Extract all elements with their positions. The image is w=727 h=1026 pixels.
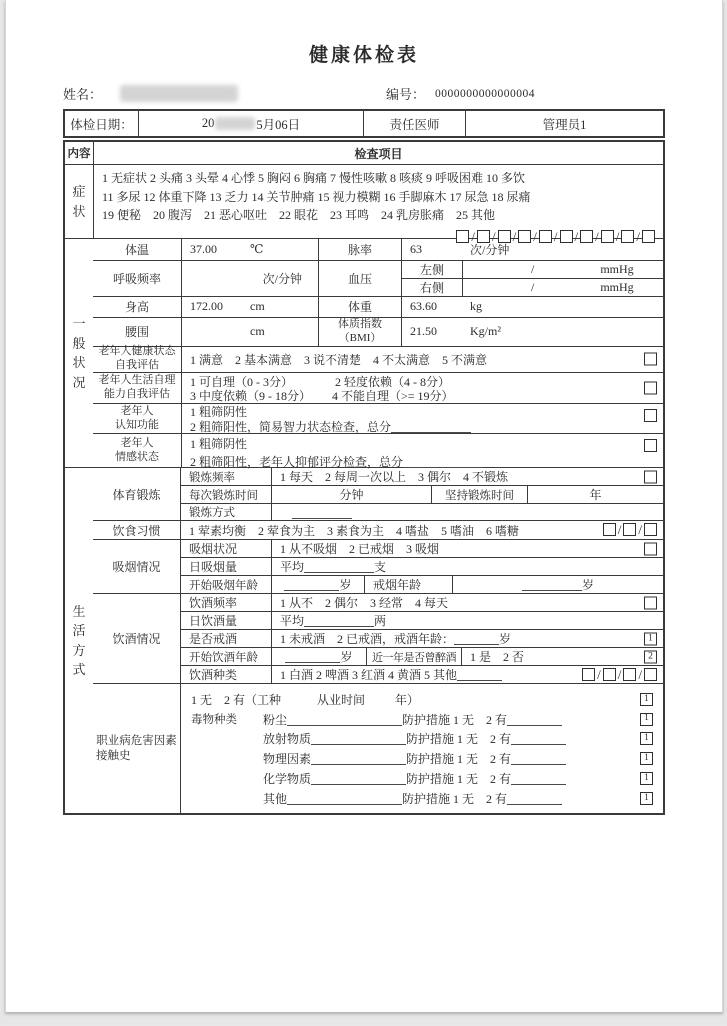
drinking-amount-prefix: 平均 <box>280 614 305 629</box>
checkbox <box>644 668 657 681</box>
toxin-chemical-blank <box>311 772 406 785</box>
slash-separator: / <box>471 228 475 244</box>
pulse-unit: 次/分钟 <box>470 242 510 257</box>
drinking-frequency-checkbox <box>644 596 657 609</box>
exercise-time-row <box>181 485 663 503</box>
symptoms-line-1: 1 无症状 2 头痛 3 头晕 4 心悸 5 胸闷 6 胸痛 7 慢性咳嗽 8 咳痰 9 呼吸困难 10 多饮 <box>102 171 526 185</box>
diet-options: 1 荤素均衡 2 荤食为主 3 素食为主 4 嗜盐 5 嗜油 6 嗜糖 <box>189 523 520 538</box>
toxin-name-other: 其他 <box>263 791 288 806</box>
occupational-category-line1: 职业病危害因素 <box>96 734 177 747</box>
page-title: 健康体检表 <box>308 45 419 66</box>
occupational-toxin-line-physical <box>191 749 657 769</box>
elder-cognition-label-line1: 老年人 <box>120 405 154 418</box>
checkbox <box>623 523 636 536</box>
exam-date-value <box>138 111 363 136</box>
drinking-group <box>93 593 663 683</box>
drinking-quit-options: 1 未戒酒 2 已戒酒，戒酒年龄： <box>280 632 455 647</box>
elder-health-self-options-cell <box>181 347 663 372</box>
elder-emotion-options-cell <box>181 434 663 467</box>
toxin-radiation-value-box: 1 <box>640 732 653 745</box>
drunk-last-year-value-box: 2 <box>644 650 657 663</box>
respiration-unit: 次/分钟 <box>181 261 318 296</box>
symptoms-section <box>65 164 663 244</box>
exam-date-label: 体检日期： <box>70 117 133 132</box>
protection-text-chemical: 防护措施 1 无 2 有 <box>406 772 512 787</box>
bp-left-row <box>402 261 663 278</box>
protection-text-radiation: 防护措施 1 无 2 有 <box>406 732 512 747</box>
general-status-section <box>65 238 663 467</box>
exercise-category-label: 体育锻炼 <box>112 487 161 502</box>
elder-health-self-label-line2: 自我评估 <box>115 359 159 372</box>
drinking-types-cell <box>271 666 663 683</box>
bp-right-value <box>462 279 663 296</box>
elder-adl-label-line1: 老年人生活自理 <box>98 374 176 387</box>
temperature-unit: ℃ <box>250 241 264 256</box>
slash-separator: / <box>638 522 642 538</box>
elder-adl-options-cell <box>181 373 663 404</box>
general-status-body <box>93 239 663 467</box>
height-value: 172.00 <box>190 299 223 314</box>
slash-separator: / <box>553 228 558 244</box>
bmi-cell <box>401 318 663 346</box>
smoking-amount-label: 日吸烟量 <box>189 560 238 575</box>
elder-emotion-row <box>93 433 663 467</box>
elder-emotion-checkbox <box>644 439 657 452</box>
drinking-types-options: 1 白酒 2 啤酒 3 红酒 4 黄酒 5 其他 <box>280 668 458 683</box>
elder-adl-options-line2: 3 中度依赖（9 - 18分） 4 不能自理（>= 19分） <box>190 388 454 403</box>
protection-chemical-blank <box>511 772 566 785</box>
name-label: 姓名： <box>63 87 103 102</box>
occupational-header-text: 1 无 2 有（工种 从业时间 年） <box>191 692 420 707</box>
smoking-status-options: 1 从不吸烟 2 已戒烟 3 吸烟 <box>280 542 440 557</box>
slash-separator: / <box>638 666 642 682</box>
protection-radiation-blank <box>511 732 566 745</box>
form-page <box>5 0 723 1012</box>
symptoms-body <box>93 165 663 244</box>
smoking-quit-age-label: 戒烟年龄 <box>364 576 452 593</box>
smoking-start-age-suffix: 岁 <box>339 578 352 593</box>
checkbox <box>603 523 616 536</box>
drinking-quit-age-blank <box>454 632 499 645</box>
exercise-persist-label: 坚持锻炼时间 <box>431 486 527 503</box>
protection-physical-blank <box>511 752 566 765</box>
name-number-row <box>63 84 665 103</box>
smoking-category-label: 吸烟情况 <box>112 560 161 575</box>
exercise-frequency-checkbox <box>644 470 657 483</box>
bmi-label <box>318 318 401 346</box>
toxin-chemical-value-box: 1 <box>640 772 653 785</box>
checkbox <box>644 523 657 536</box>
exercise-rows <box>180 468 663 520</box>
smoking-quit-age-blank <box>522 578 582 591</box>
waist-cell <box>181 318 318 346</box>
elder-emotion-label <box>93 434 181 467</box>
toxin-type-label: 毒物种类 <box>191 714 237 727</box>
exam-form-table <box>63 140 665 815</box>
protection-text-dust: 防护措施 1 无 2 有 <box>402 712 508 727</box>
table-header-row <box>65 142 663 164</box>
pulse-cell <box>401 239 663 260</box>
drinking-frequency-row <box>181 594 663 611</box>
elder-adl-checkbox <box>644 381 657 394</box>
exam-date-prefix: 20 <box>201 116 215 130</box>
bmi-unit: Kg/m² <box>470 324 501 339</box>
cognition-score-blank <box>391 420 471 433</box>
protection-dust-blank <box>507 713 562 726</box>
smoking-rows <box>180 540 663 593</box>
smoking-status-row <box>181 540 663 557</box>
pulse-value: 63 <box>410 241 422 256</box>
height-unit: cm <box>250 299 265 314</box>
occupational-toxin-line-chemical <box>191 769 657 789</box>
smoking-start-age-label: 开始吸烟年龄 <box>189 579 258 592</box>
drinking-frequency-options: 1 从不 2 偶尔 3 经常 4 每天 <box>280 596 449 611</box>
exercise-frequency-label: 锻炼频率 <box>189 471 235 484</box>
elder-cognition-options-cell <box>181 404 663 433</box>
drinking-amount-blank <box>304 614 374 627</box>
checkbox <box>603 668 616 681</box>
smoking-age-row <box>181 575 663 593</box>
respiration-label: 呼吸频率 <box>112 271 161 286</box>
height-weight-row <box>93 296 663 318</box>
smoking-group <box>93 539 663 593</box>
bp-left-slash: / <box>531 261 535 276</box>
elder-health-self-label-line1: 老年人健康状态 <box>98 345 176 358</box>
drinking-types-checkbox-group <box>582 667 657 683</box>
drinking-frequency-label: 饮酒频率 <box>189 596 238 611</box>
slash-separator: / <box>615 228 620 244</box>
symptoms-rail-label: 症状 <box>72 184 86 219</box>
exam-date-suffix: 5月06日 <box>256 117 301 132</box>
bp-right-label: 右侧 <box>419 280 444 295</box>
exercise-time-unit: 分钟 <box>271 486 431 503</box>
elder-cognition-line1: 1 粗筛阴性 <box>190 405 248 420</box>
drinking-start-age-cell <box>271 648 366 665</box>
exercise-mode-blank <box>292 506 352 519</box>
lifestyle-section <box>65 467 663 813</box>
occupational-content <box>180 684 663 813</box>
elder-cognition-label <box>93 404 181 433</box>
doctor-label: 责任医师 <box>363 111 465 136</box>
drinking-start-age-row <box>181 647 663 665</box>
smoking-start-age-cell <box>271 576 364 593</box>
drinking-types-label: 饮酒种类 <box>189 668 238 683</box>
drinking-types-other-blank <box>457 668 502 681</box>
weight-value: 63.60 <box>410 299 437 314</box>
bmi-label-line1: 体质指数 <box>338 318 382 331</box>
smoking-quit-age-suffix: 岁 <box>581 578 594 593</box>
protection-text-physical: 防护措施 1 无 2 有 <box>406 752 512 767</box>
slash-separator: / <box>492 228 496 244</box>
doctor-value: 管理员1 <box>465 111 663 136</box>
drunk-last-year-options: 1 是 2 否 <box>470 650 525 665</box>
height-cell <box>181 297 318 318</box>
bp-left-label: 左侧 <box>419 262 444 277</box>
drinking-quit-age-suffix: 岁 <box>499 632 512 647</box>
protection-text-other: 防护措施 1 无 2 有 <box>402 791 508 806</box>
smoking-amount-suffix: 支 <box>374 560 387 575</box>
toxin-dust-blank <box>287 713 402 726</box>
drinking-amount-row <box>181 611 663 629</box>
elder-health-self-row <box>93 346 663 372</box>
drinking-quit-row <box>181 629 663 647</box>
toxin-name-physical: 物理因素 <box>263 752 312 767</box>
content-column-header: 内容 <box>67 148 91 160</box>
occupational-group <box>93 683 663 813</box>
drinking-frequency-options-cell <box>271 594 663 611</box>
slash-separator: / <box>617 522 622 538</box>
diet-options-cell <box>180 521 663 539</box>
toxin-name-dust: 粉尘 <box>263 712 288 727</box>
general-status-rail-label: 一般状况 <box>72 316 86 390</box>
smoking-status-checkbox <box>644 542 657 555</box>
smoking-quit-age-cell <box>452 576 663 593</box>
symptoms-line-2: 11 多尿 12 体重下降 13 乏力 14 关节肿痛 15 视力模糊 16 手脚麻木 17 尿急 18 尿痛 <box>102 189 531 204</box>
elder-cognition-row <box>93 403 663 433</box>
slash-separator: / <box>636 228 640 244</box>
occupational-toxin-line-dust <box>191 709 657 729</box>
elder-health-self-checkbox <box>644 353 657 366</box>
occupational-category-label <box>93 684 180 813</box>
occupational-category-line2: 接触史 <box>96 749 131 762</box>
waist-bmi-row <box>93 317 663 346</box>
slash-separator: / <box>574 228 579 244</box>
drinking-amount-cell <box>271 612 663 629</box>
slash-separator: / <box>512 228 517 244</box>
blood-pressure-cells <box>401 261 663 296</box>
elder-health-self-label <box>93 347 181 372</box>
toxin-name-radiation: 放射物质 <box>263 732 312 747</box>
bp-left-unit: mmHg <box>600 261 634 276</box>
bp-right-unit: mmHg <box>600 279 634 294</box>
items-column-header: 检查项目 <box>93 142 663 164</box>
smoking-amount-prefix: 平均 <box>280 560 305 575</box>
elder-emotion-label-line1: 老年人 <box>120 437 154 450</box>
slash-separator: / <box>533 228 537 244</box>
diet-checkbox-group <box>603 522 657 538</box>
slash-separator: / <box>595 228 599 244</box>
exercise-mode-label: 锻炼方式 <box>189 507 235 520</box>
exercise-time-label: 每次锻炼时间 <box>189 489 258 502</box>
drinking-start-age-suffix: 岁 <box>340 650 353 665</box>
emotion-score-blank <box>403 455 483 468</box>
pulse-label: 脉率 <box>318 239 401 260</box>
elder-cognition-label-line2: 认知功能 <box>115 418 159 431</box>
number-value: 0000000000000004 <box>435 87 535 100</box>
temperature-value: 37.00 <box>190 241 217 256</box>
toxin-dust-value-box: 1 <box>640 713 653 726</box>
diet-label: 饮食习惯 <box>112 523 161 538</box>
drinking-start-age-blank <box>285 650 340 663</box>
elder-emotion-line2-text: 2 粗筛阳性，老年人抑郁评分检查，总分 <box>190 454 404 469</box>
elder-emotion-line1: 1 粗筛阴性 <box>190 437 248 452</box>
height-label: 身高 <box>124 300 149 315</box>
drinking-quit-value-box: 1 <box>644 632 657 645</box>
exercise-frequency-options: 1 每天 2 每周一次以上 3 偶尔 4 不锻炼 <box>280 470 509 485</box>
protection-other-blank <box>507 792 562 805</box>
bp-left-value <box>462 261 663 278</box>
bp-right-slash: / <box>531 279 535 294</box>
elder-adl-options-line1: 1 可自理（0 - 3分） 2 轻度依赖（4 - 8分） <box>190 374 450 389</box>
name-redacted-blur <box>120 85 238 102</box>
elder-health-self-options: 1 满意 2 基本满意 3 说不清楚 4 不太满意 5 不满意 <box>190 352 488 367</box>
drunk-last-year-cell <box>461 648 663 665</box>
number-label: 编号： <box>385 87 425 102</box>
lifestyle-rail-label: 生活方式 <box>72 603 86 678</box>
exercise-frequency-options-cell <box>271 468 663 485</box>
bmi-value: 21.50 <box>410 324 437 339</box>
elder-cognition-line2-text: 2 粗筛阳性，简易智力状态检查，总分 <box>190 419 392 434</box>
elder-adl-label <box>93 373 181 404</box>
elder-cognition-checkbox <box>644 409 657 422</box>
blood-pressure-label: 血压 <box>318 261 401 296</box>
smoking-amount-row <box>181 557 663 575</box>
toxin-physical-value-box: 1 <box>640 752 653 765</box>
exercise-persist-unit: 年 <box>527 486 663 503</box>
occupational-header-value-box: 1 <box>640 693 653 706</box>
occupational-header-line <box>191 689 657 709</box>
checkbox <box>623 668 636 681</box>
respiration-bp-row <box>93 260 663 296</box>
bp-right-row <box>402 278 663 296</box>
temperature-cell <box>181 239 318 260</box>
elder-adl-label-line2: 能力自我评估 <box>104 387 170 400</box>
drinking-category-label: 饮酒情况 <box>112 632 161 647</box>
symptoms-line-3: 19 便秘 20 腹泻 21 恶心呕吐 22 眼花 23 耳鸣 24 乳房胀痛 25 其他 <box>102 208 496 223</box>
weight-unit: kg <box>470 299 482 314</box>
exam-info-row <box>63 109 665 138</box>
waist-unit: cm <box>250 324 265 339</box>
elder-adl-row <box>93 372 663 404</box>
smoking-status-options-cell <box>271 540 663 557</box>
toxin-other-value-box: 1 <box>640 792 653 805</box>
exam-date-blur <box>215 117 255 130</box>
waist-label: 腰围 <box>124 325 149 340</box>
elder-cognition-line2 <box>190 420 663 434</box>
lifestyle-body <box>93 468 663 813</box>
occupational-toxin-line-other <box>191 788 657 808</box>
diet-row <box>93 520 663 539</box>
drinking-start-age-label: 开始饮酒年龄 <box>189 651 258 664</box>
weight-cell <box>401 297 663 318</box>
drunk-last-year-label: 近一年是否曾醉酒 <box>366 648 461 665</box>
elder-emotion-label-line2: 情感状态 <box>115 450 159 463</box>
drinking-amount-suffix: 两 <box>374 614 387 629</box>
smoking-amount-cell <box>271 558 663 575</box>
slash-separator: / <box>597 666 601 682</box>
occupational-toxin-line-radiation <box>191 729 657 749</box>
toxin-radiation-blank <box>311 732 406 745</box>
toxin-other-blank <box>287 792 402 805</box>
drinking-quit-cell <box>271 630 663 647</box>
temperature-label: 体温 <box>124 242 149 257</box>
toxin-name-chemical: 化学物质 <box>263 772 312 787</box>
drinking-types-row <box>181 665 663 683</box>
weight-label: 体重 <box>318 297 401 318</box>
temperature-pulse-row <box>93 239 663 260</box>
bmi-label-line2: （BMI） <box>338 331 382 344</box>
exercise-mode-row <box>181 503 663 520</box>
smoking-amount-blank <box>304 560 374 573</box>
checkbox <box>582 668 595 681</box>
exercise-mode-cell <box>271 504 663 520</box>
smoking-status-label: 吸烟状况 <box>189 542 238 557</box>
toxin-physical-blank <box>311 752 406 765</box>
drinking-amount-label: 日饮酒量 <box>189 614 238 629</box>
slash-separator: / <box>617 666 622 682</box>
exercise-group <box>93 468 663 520</box>
drinking-rows <box>180 594 663 683</box>
drinking-quit-label: 是否戒酒 <box>189 632 238 647</box>
smoking-start-age-blank <box>284 578 339 591</box>
